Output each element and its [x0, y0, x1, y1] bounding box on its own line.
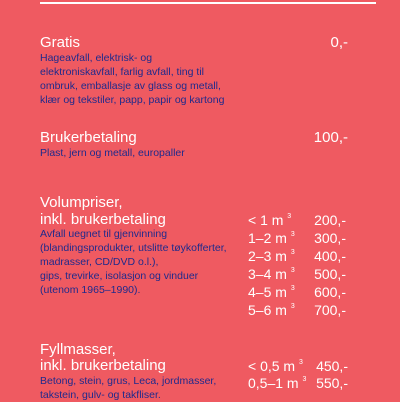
- description-line: (blandingsprodukter, utslitte tøykofferter,: [40, 242, 227, 254]
- description-line: madrasser, CD/DVD o.l.),: [40, 256, 159, 268]
- section-price: 100,-: [313, 129, 348, 146]
- quantity-label: 5–6 m $^3$: [248, 302, 295, 318]
- price-value: 550,-: [316, 375, 348, 391]
- section-title: Gratis: [40, 34, 81, 51]
- price-value: 400,-: [314, 248, 346, 264]
- description-line: Hageavfall, elektrisk- og: [40, 52, 153, 64]
- description-line: elektroniskavfall, farlig avfall, ting til: [40, 66, 204, 78]
- description-line: klær og tekstiler, papp, papir og kartong: [40, 94, 225, 106]
- price-value: 500,-: [314, 266, 346, 282]
- price-value: 300,-: [314, 230, 346, 246]
- quantity-label: < 0,5 m $^3$: [248, 358, 303, 374]
- price-value: 600,-: [314, 284, 346, 300]
- price-value: 700,-: [314, 302, 346, 318]
- section-title: Volumpriser,: [40, 194, 123, 211]
- description-line: gips, trevirke, isolasjon og vinduer: [40, 270, 199, 282]
- description-line: (utenom 1965–1990).: [40, 284, 141, 296]
- section-title: inkl. brukerbetaling: [40, 211, 166, 228]
- section-title: Fyllmasser,: [40, 341, 116, 358]
- section-title: inkl. brukerbetaling: [40, 357, 166, 374]
- description-line: Betong, stein, grus, Leca, jordmasser,: [40, 375, 217, 387]
- description-line: Plast, jern og metall, europaller: [40, 147, 185, 159]
- quantity-label: 2–3 m $^3$: [248, 248, 295, 264]
- description-line: ombruk, emballasje av glass og metall,: [40, 80, 221, 92]
- description-line: Avfall uegnet til gjenvinning: [40, 228, 168, 240]
- description-line: takstein, gulv- og takfliser.: [40, 389, 161, 401]
- top-divider: [40, 2, 376, 4]
- quantity-label: 4–5 m $^3$: [248, 284, 295, 300]
- quantity-label: 3–4 m $^3$: [248, 266, 295, 282]
- price-value: 450,-: [316, 358, 348, 374]
- quantity-label: 0,5–1 m $^3$: [248, 375, 307, 391]
- quantity-label: < 1 m $^3$: [248, 212, 292, 228]
- section-price: 0,-: [330, 34, 348, 51]
- quantity-label: 1–2 m $^3$: [248, 230, 295, 246]
- section-title: Brukerbetaling: [40, 129, 137, 146]
- price-value: 200,-: [314, 212, 346, 228]
